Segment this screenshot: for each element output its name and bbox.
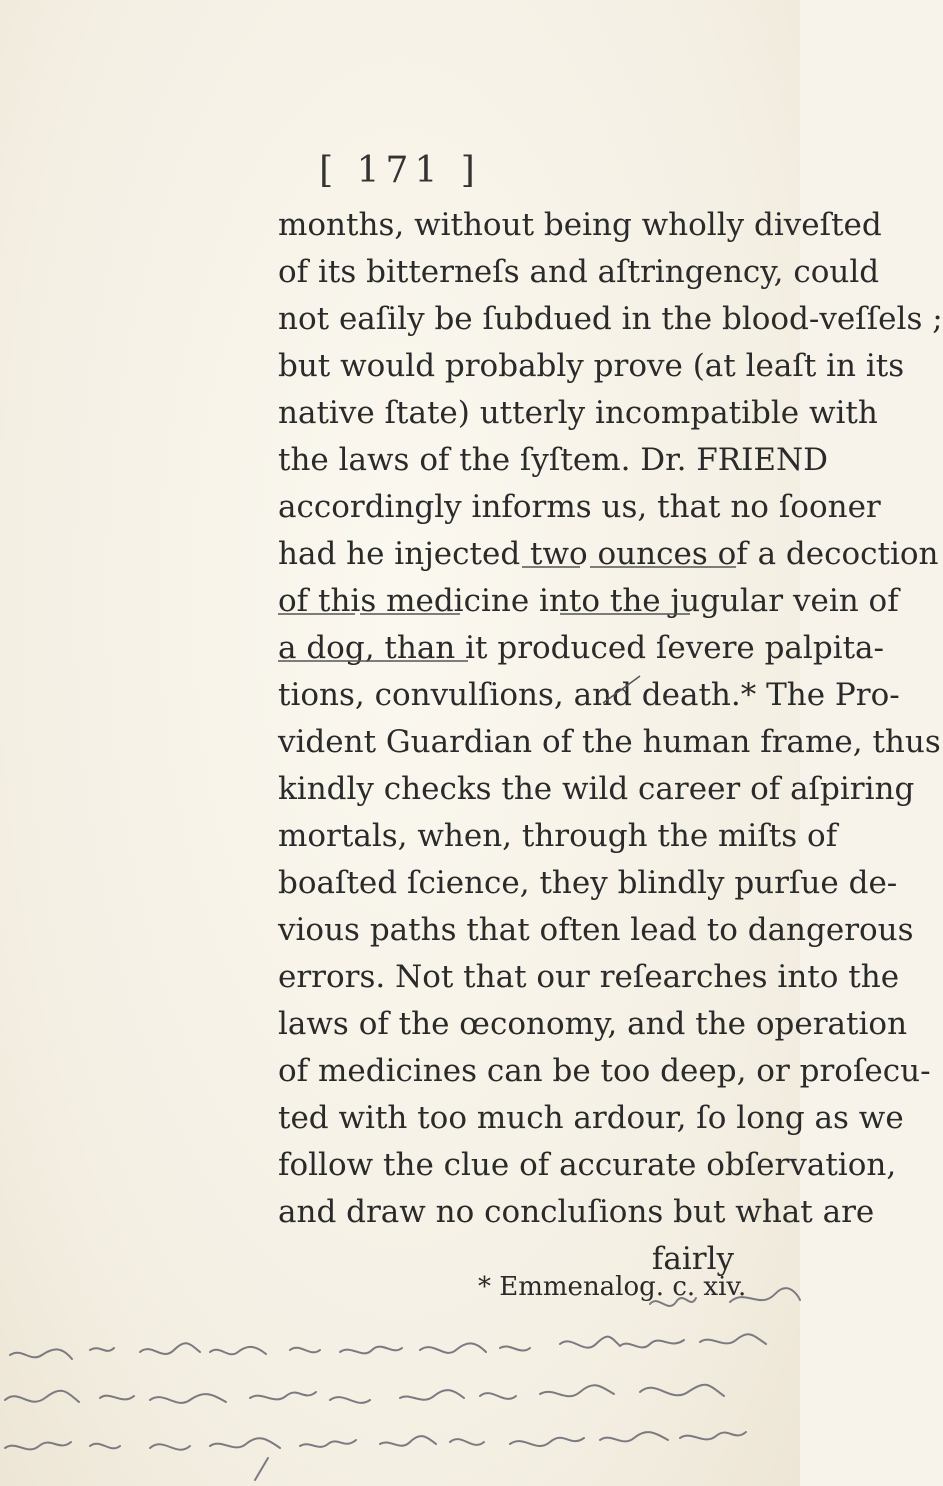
text-line: months, without being wholly diveſted — [278, 207, 882, 243]
text-line: accordingly informs us, that no ſooner — [278, 489, 881, 525]
handwritten-annotation — [0, 1280, 800, 1486]
pencil-stroke — [603, 676, 640, 703]
text-line: vious paths that often lead to dangerous — [278, 912, 914, 948]
catchword: fairly — [651, 1241, 734, 1277]
text-line: kindly checks the wild career of aſpiring — [278, 771, 915, 807]
text-line: ted with too much ardour, ſo long as we — [278, 1100, 904, 1136]
text-line: a dog, than it produced ſevere palpita- — [278, 630, 884, 666]
handwriting-stroke — [5, 1391, 226, 1403]
handwriting-stroke — [380, 1432, 746, 1446]
text-line: the laws of the ſyſtem. Dr. FRIEND — [278, 442, 828, 478]
text-line: errors. Not that our reſearches into the — [278, 959, 900, 995]
text-line: of this medicine into the jugular vein of — [278, 583, 899, 619]
handwriting-stroke — [150, 1438, 356, 1450]
handwriting-stroke — [730, 1288, 800, 1302]
footnote-text: * Emmenalog. c. xiv. — [478, 1272, 747, 1302]
text-line: of its bitterneſs and aſtringency, could — [278, 254, 880, 290]
handwriting-stroke — [500, 1334, 766, 1350]
handwriting-stroke — [340, 1343, 486, 1353]
text-line: boaſted ſcience, they blindly purſue de- — [278, 865, 898, 901]
text-line: mortals, when, through the miſts of — [278, 818, 838, 854]
text-line: native ſtate) utterly incompatible with — [278, 395, 878, 431]
text-line: but would probably prove (at leaſt in its — [278, 348, 905, 384]
text-line: tions, convulſions, and death.* The Pro- — [278, 677, 900, 713]
handwriting-stroke — [10, 1343, 200, 1359]
text-line: laws of the œconomy, and the operation — [278, 1006, 908, 1042]
handwriting-stroke — [480, 1385, 724, 1399]
text-line: vident Guardian of the human frame, thus — [278, 724, 941, 760]
handwriting-stroke — [250, 1390, 464, 1403]
text-line: and draw no concluſions but what are — [278, 1194, 875, 1230]
page-number: [ 171 ] — [319, 150, 481, 191]
handwriting-stroke — [650, 1298, 696, 1306]
text-line: not eaſily be ſubdued in the blood-veſſels ; — [278, 301, 943, 337]
handwriting-stroke — [5, 1442, 120, 1449]
handwriting-stroke — [255, 1458, 268, 1480]
handwriting-stroke — [210, 1347, 320, 1354]
text-line: of medicines can be too deep, or proſecu- — [278, 1053, 931, 1089]
text-line: had he injected two ounces of a decoction — [278, 536, 939, 572]
text-line: follow the clue of accurate obſervation, — [278, 1147, 897, 1183]
